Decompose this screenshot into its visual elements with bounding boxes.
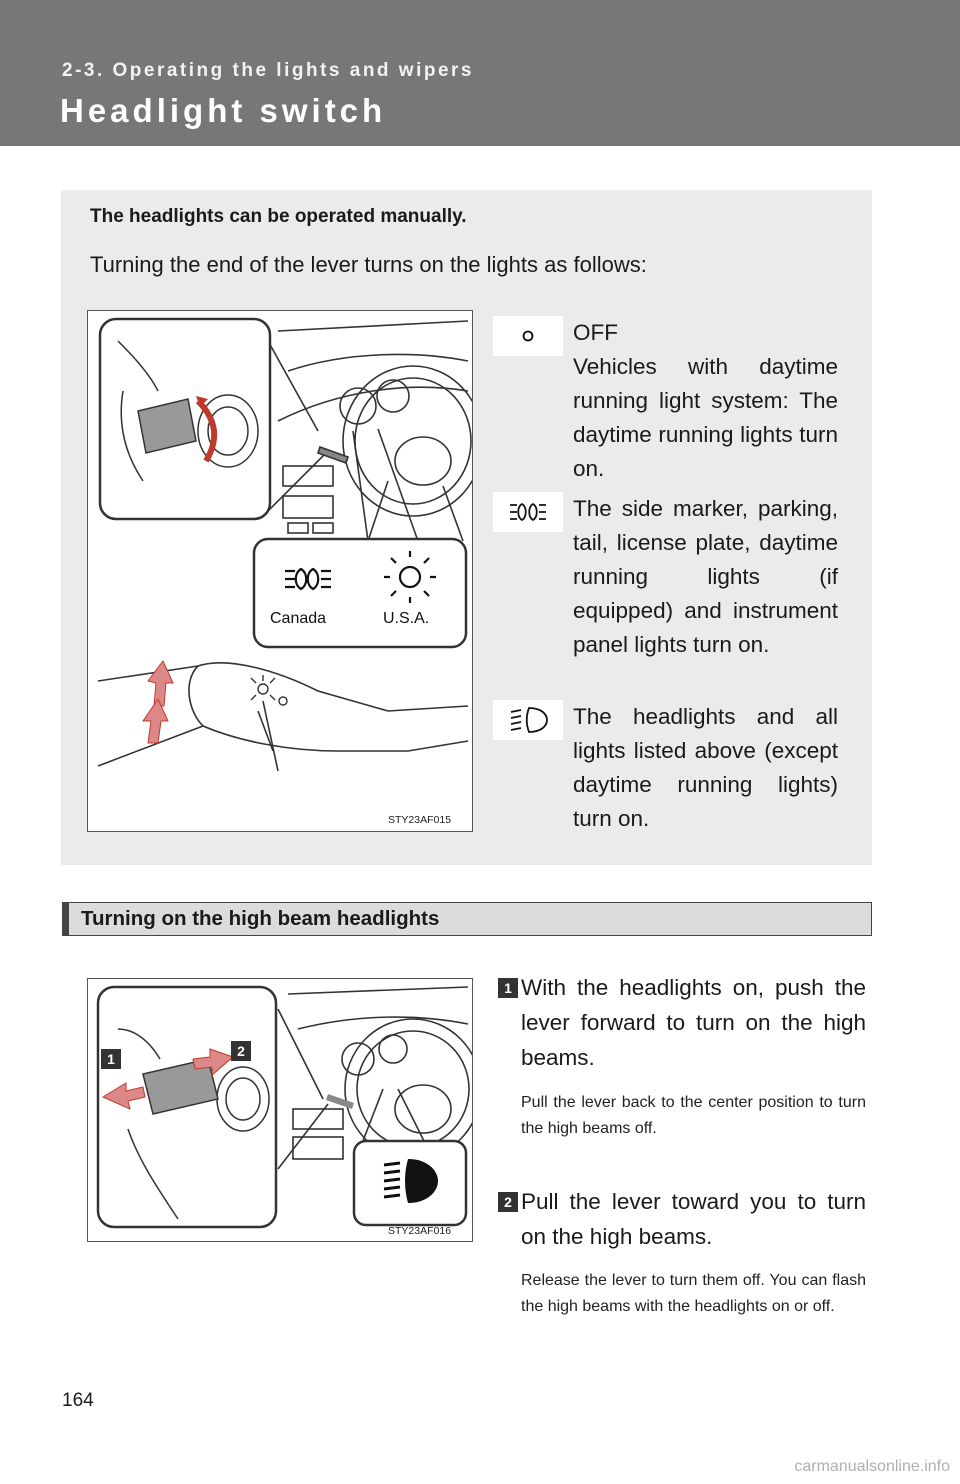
mode-row-headlight	[493, 700, 838, 840]
intro-text: Turning the end of the lever turns on the lights as follows:	[90, 252, 647, 277]
mode-off-description: Vehicles with daytime running light system: The daytime running lights turn on.	[573, 354, 838, 481]
high-beam-heading	[62, 902, 872, 936]
figure-code: STY23AF015	[388, 814, 452, 826]
mode-row-off	[493, 316, 838, 496]
step-badge-1: 1	[498, 978, 518, 998]
figure-step-badge-2: 2	[231, 1041, 251, 1061]
intro-bold-text: The headlights can be operated manually.	[90, 206, 467, 227]
page-title: Headlight switch	[60, 92, 387, 129]
parking-light-icon	[493, 492, 563, 532]
high-beam-illustration	[87, 978, 473, 1242]
figure-step-badge-1: 1	[101, 1049, 121, 1069]
headlight-icon	[493, 700, 563, 740]
off-icon	[493, 316, 563, 356]
canada-label: Canada	[270, 610, 327, 627]
step-2-note: Release the lever to turn them off. You can flash the high beams with the headlights on or off.	[521, 1272, 866, 1315]
high-beam-drawing	[88, 979, 473, 1242]
step-badge-2: 2	[498, 1192, 518, 1212]
mode-parking-text: The side marker, parking, tail, license plate, daytime running lights (if equipped) and instrument panel lights turn on.	[573, 496, 838, 657]
mode-headlight-text: The headlights and all lights listed above (except daytime running lights) turn on.	[573, 704, 838, 831]
dashboard-drawing	[88, 311, 473, 832]
high-beam-heading-text: Turning on the high beam headlights	[81, 907, 440, 930]
mode-off-text	[573, 316, 838, 486]
usa-label: U.S.A.	[383, 610, 430, 627]
section-number: 2-3. Operating the lights and wipers	[62, 60, 474, 81]
mode-row-parking	[493, 492, 838, 692]
watermark: carmanualsonline.info	[794, 1458, 950, 1475]
headlight-switch-illustration	[87, 310, 473, 832]
step-1-note: Pull the lever back to the center position to turn the high beams off.	[521, 1094, 866, 1137]
page-number: 164	[62, 1390, 94, 1411]
mode-off-label: OFF	[573, 320, 618, 345]
step-1-text: With the headlights on, push the lever forward to turn on the high beams.	[521, 975, 866, 1070]
step-2-text: Pull the lever toward you to turn on the high beams.	[521, 1189, 866, 1249]
figure-code-2: STY23AF016	[388, 1225, 452, 1237]
page-header	[0, 0, 960, 146]
